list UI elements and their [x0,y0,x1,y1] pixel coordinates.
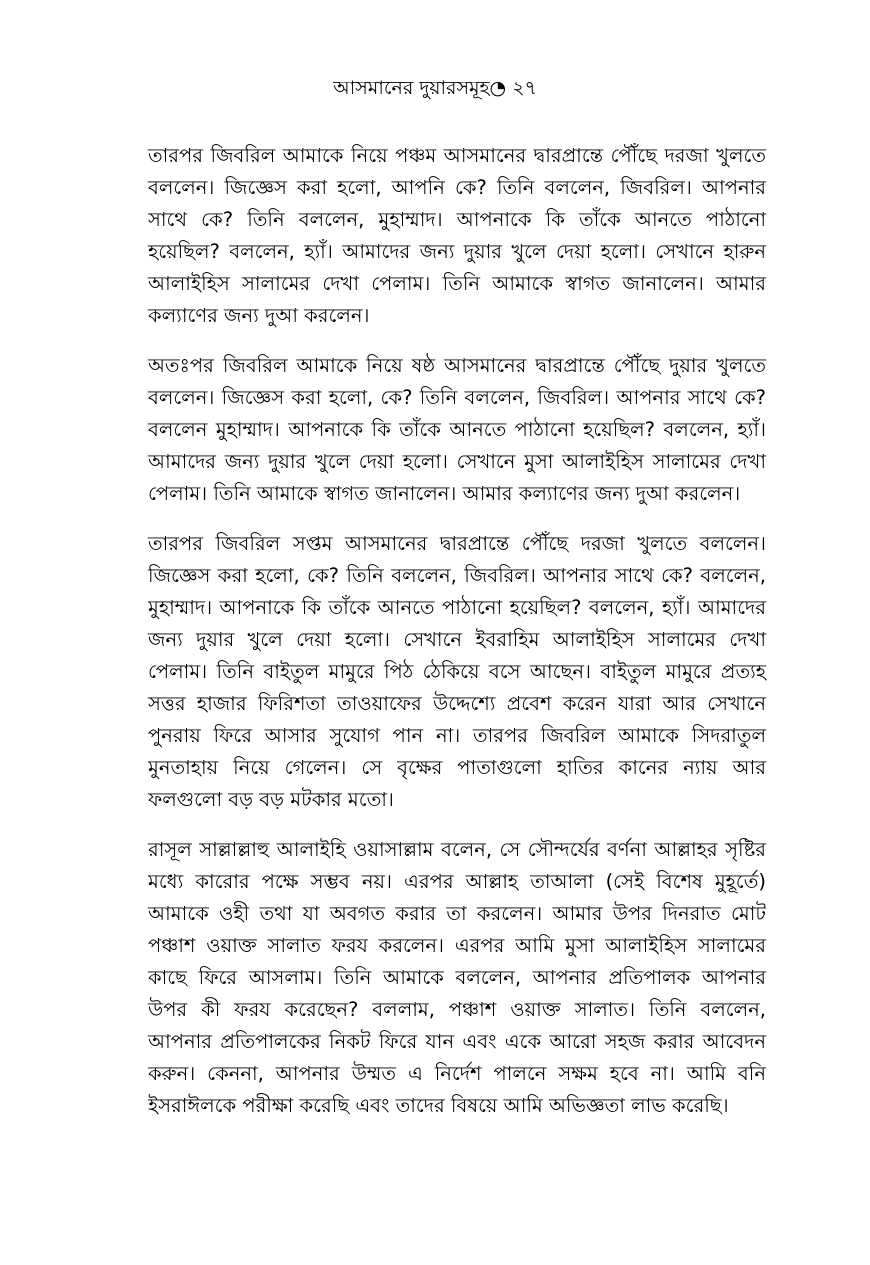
page-number: ২৭ [512,77,537,99]
separator-icon: ◔ [489,77,507,99]
body-text [148,140,766,1140]
paragraph: অতঃপর জিবরিল আমাকে নিয়ে ষষ্ঠ আসমানের দ্বারপ্রান্তে পৌঁছে দুয়ার খুলতে বললেন। জিজ্ঞেস করা হলো, কে? তিনি বললেন, জিবরিল। আপনার সাথে কে? বললেন মুহাম্মাদ। আপনাকে কি তাঁকে আনতে পাঠানো হয়েছিল? বললেন, হ্যাঁ। আমাদের জন্য দুয়ার খুলে দেয়া হলো। সেখানে মুসা আলাইহিস সালামের দেখা পেলাম। তিনি আমাকে স্বাগত জানালেন। আমার কল্যাণের জন্য দুআ করলেন। [148,354,766,505]
paragraph: তারপর জিবরিল সপ্তম আসমানের দ্বারপ্রান্তে পৌঁছে দরজা খুলতে বললেন। জিজ্ঞেস করা হলো, কে? তিনি বললেন, জিবরিল। আপনার সাথে কে? বললেন, মুহাম্মাদ। আপনাকে কি তাঁকে আনতে পাঠানো হয়েছিল? বললেন, হ্যাঁ। আমাদের জন্য দুয়ার খুলে দেয়া হলো। সেখানে ইবরাহিম আলাইহিস সালামের দেখা পেলাম। তিনি বাইতুল মামুরে পিঠ ঠেকিয়ে বসে আছেন। বাইতুল মামুরে প্রত্যহ সত্তর হাজার ফিরিশতা তাওয়াফের উদ্দেশ্যে প্রবেশ করেন যারা আর সেখানে পুনরায় ফিরে আসার সুযোগ পান না। তারপর জিবরিল আমাকে সিদরাতুল মুনতাহায় নিয়ে গেলেন। সে বৃক্ষের পাতাগুলো হাতির কানের ন্যায় আর ফলগুলো বড় বড় মটকার মতো। [148,532,766,811]
running-title: আসমানের দুয়ারসমূহ [333,77,490,99]
running-header [0,74,870,102]
paragraph: রাসূল সাল্লাল্লাহু আলাইহি ওয়াসাল্লাম বলেন, সে সৌন্দর্যের বর্ণনা আল্লাহর সৃষ্টির মধ্যে কারোর পক্ষে সম্ভব নয়। এরপর আল্লাহ তাআলা (সেই বিশেষ মুহূর্তে) আমাকে ওহী তথা যা অবগত করার তা করলেন। আমার উপর দিনরাত মোট পঞ্চাশ ওয়াক্ত সালাত ফরয করলেন। এরপর আমি মুসা আলাইহিস সালামের কাছে ফিরে আসলাম। তিনি আমাকে বললেন, আপনার প্রতিপালক আপনার উপর কী ফরয করেছেন? বললাম, পঞ্চাশ ওয়াক্ত সালাত। তিনি বললেন, আপনার প্রতিপালকের নিকট ফিরে যান এবং একে আরো সহজ করার আবেদন করুন। কেননা, আপনার উম্মত এ নির্দেশ পালনে সক্ষম হবে না। আমি বনি ইসরাঈলকে পরীক্ষা করেছি এবং তাদের বিষয়ে আমি অভিজ্ঞতা লাভ করেছি। [148,838,766,1117]
paragraph: তারপর জিবরিল আমাকে নিয়ে পঞ্চম আসমানের দ্বারপ্রান্তে পৌঁছে দরজা খুলতে বললেন। জিজ্ঞেস করা হলো, আপনি কে? তিনি বললেন, জিবরিল। আপনার সাথে কে? তিনি বললেন, মুহাম্মাদ। আপনাকে কি তাঁকে আনতে পাঠানো হয়েছিল? বললেন, হ্যাঁ। আমাদের জন্য দুয়ার খুলে দেয়া হলো। সেখানে হারুন আলাইহিস সালামের দেখা পেলাম। তিনি আমাকে স্বাগত জানালেন। আমার কল্যাণের জন্য দুআ করলেন। [148,144,766,327]
